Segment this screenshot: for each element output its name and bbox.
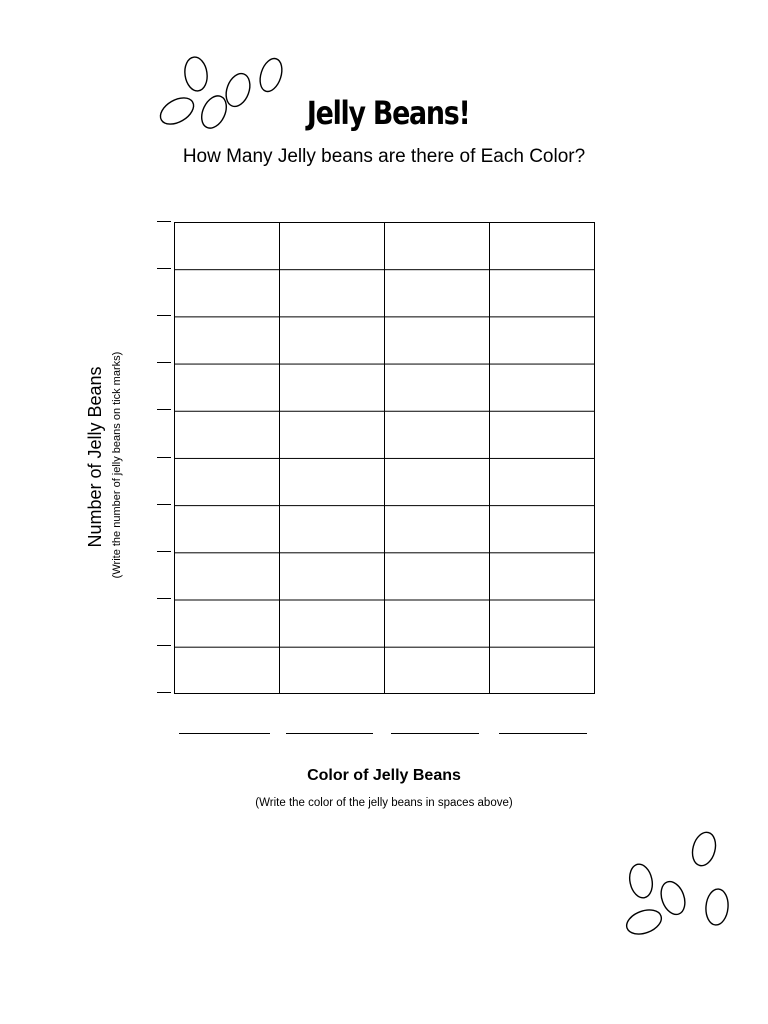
jelly-bean-icon (627, 862, 656, 900)
y-axis-instruction: (Write the number of jelly beans on tick marks) (111, 351, 123, 579)
y-axis-tick[interactable] (157, 598, 171, 599)
y-axis-tick[interactable] (157, 221, 171, 222)
jelly-bean-icon (623, 906, 664, 938)
y-axis-tick[interactable] (157, 457, 171, 458)
color-blank-3[interactable] (391, 733, 479, 734)
x-axis-label: Color of Jelly Beans (307, 767, 461, 784)
x-axis-instruction: (Write the color of the jelly beans in spaces above) (255, 797, 513, 809)
jelly-bean-icon (704, 888, 729, 926)
page-subtitle: How Many Jelly beans are there of Each Color? (182, 146, 586, 167)
color-blank-1[interactable] (179, 733, 270, 734)
y-axis-tick[interactable] (157, 504, 171, 505)
y-axis-tick[interactable] (157, 692, 171, 693)
y-axis-tick[interactable] (157, 315, 171, 316)
page-title: Jelly Beans! (306, 94, 470, 132)
y-axis-tick[interactable] (157, 645, 171, 646)
y-axis-tick[interactable] (157, 409, 171, 410)
color-blank-2[interactable] (286, 733, 373, 734)
y-axis-tick[interactable] (157, 551, 171, 552)
y-axis-tick[interactable] (157, 268, 171, 269)
jelly-bean-icon (183, 56, 210, 93)
jelly-bean-icon (256, 56, 286, 95)
bar-graph-grid[interactable] (174, 222, 595, 694)
jelly-bean-icon (657, 878, 689, 917)
y-axis-tick[interactable] (157, 362, 171, 363)
jelly-bean-icon (689, 830, 719, 869)
color-blank-4[interactable] (499, 733, 587, 734)
y-axis-label: Number of Jelly Beans (85, 366, 105, 548)
jelly-beans-decoration-bottom (622, 826, 734, 938)
